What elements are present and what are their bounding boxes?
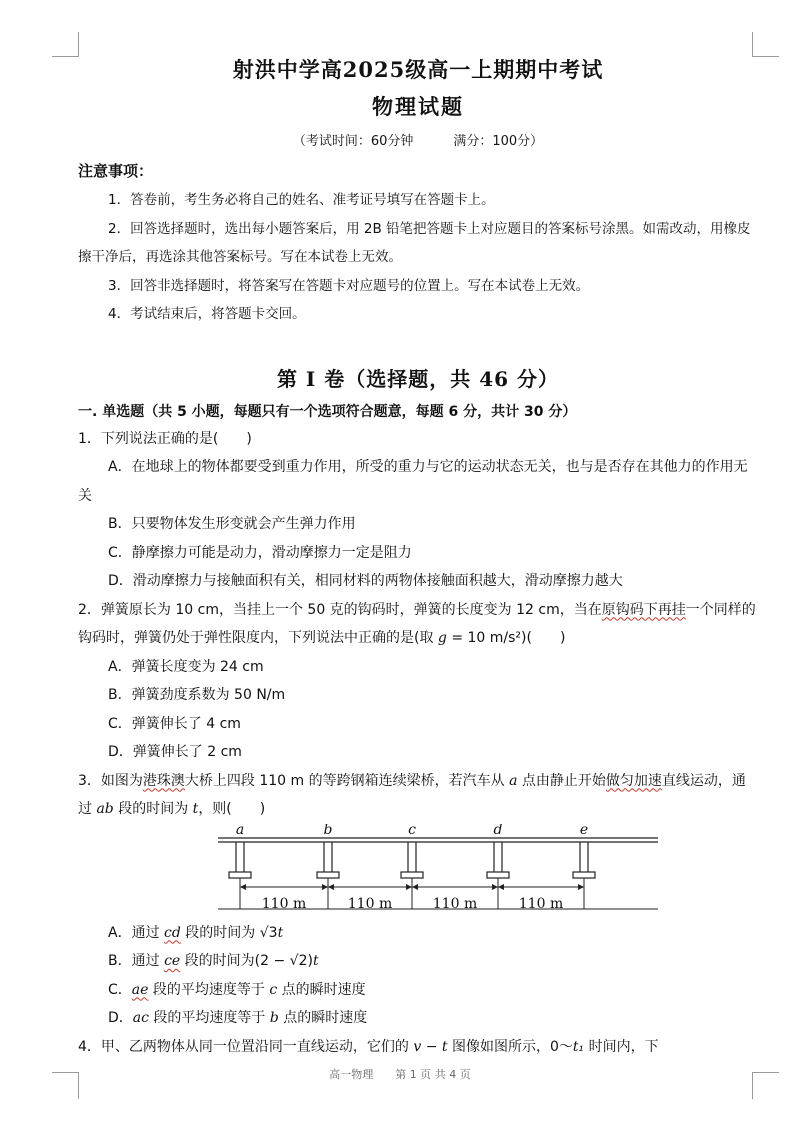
exam-page xyxy=(78,52,758,1061)
question-2-stem xyxy=(78,596,758,653)
q3d-symbol: b xyxy=(269,1010,279,1026)
exam-duration: （考试时间：60分钟 xyxy=(292,134,414,149)
page-footer: 高一物理 第 1 页 共 4 页 xyxy=(329,1068,471,1081)
q4-text: 时间内，下 xyxy=(584,1038,659,1055)
question-1-option-b: B．只要物体发生形变就会产生弹力作用 xyxy=(108,516,356,532)
exam-full-score: 满分：100分） xyxy=(453,134,544,149)
q4-text: 图像如图所示，0～ xyxy=(447,1038,573,1055)
point-label: e xyxy=(579,823,589,838)
note-item: 4．考试结束后，将答题卡交回。 xyxy=(108,306,306,322)
q3b-text: B．通过 xyxy=(108,953,165,969)
question-1-stem: 1．下列说法正确的是( ) xyxy=(78,430,252,447)
question-2-option-b: B．弹簧劲度系数为 50 N/m xyxy=(108,687,286,703)
q3-text: 段的时间为 xyxy=(113,801,193,817)
exam-title: 射洪中学高2025级高一上期期中考试 xyxy=(232,57,604,82)
note-item: 3．回答非选择题时，将答案写在答题卡对应题号的位置上。写在本试卷上无效。 xyxy=(108,277,590,294)
question-3-stem xyxy=(78,767,758,824)
point-label: b xyxy=(323,823,333,838)
q3-underlined-text: 港珠澳 xyxy=(142,772,185,789)
q3d-segment: ac xyxy=(132,1010,149,1026)
crop-mark-top-left xyxy=(52,32,79,57)
question-1-option-c: C．静摩擦力可能是动力，滑动摩擦力一定是阻力 xyxy=(108,544,412,561)
q3c-symbol: c xyxy=(269,981,278,998)
q3-text: ，则( ) xyxy=(198,801,266,817)
q3b-text: 段的时间为(2 − √2) xyxy=(180,953,313,969)
question-3-option-c xyxy=(78,976,758,1005)
q3-symbol: t xyxy=(192,801,199,817)
point-label: a xyxy=(235,823,245,838)
dimension-arrow xyxy=(328,884,334,890)
q4-symbol: t₁ xyxy=(572,1038,585,1055)
question-3-option-d xyxy=(78,1004,758,1033)
dimension-arrow xyxy=(412,884,418,890)
pier-footing xyxy=(229,872,251,878)
q3-text: 点由静止开始 xyxy=(517,772,606,789)
q3a-symbol: t xyxy=(277,924,284,941)
q3-underlined-text: 做匀加速 xyxy=(605,772,662,789)
q3d-text: D． xyxy=(108,1010,133,1026)
notes-heading: 注意事项： xyxy=(78,162,154,180)
q2-text: 2．弹簧原长为 10 cm，当挂上一个 50 克的钩码时，弹簧的长度变为 12 cm，当在 xyxy=(78,601,602,618)
dimension-arrow xyxy=(406,884,412,890)
exam-subject: 物理试题 xyxy=(372,94,464,119)
q3-symbol: ab xyxy=(96,801,114,817)
q3-text: 3．如图为 xyxy=(78,772,143,789)
question-3-option-b xyxy=(78,947,758,976)
q3c-text: 段的平均速度等于 xyxy=(148,981,270,998)
q3c-text: 点的瞬时速度 xyxy=(277,981,366,998)
question-3-option-a xyxy=(78,919,758,948)
dimension-arrow xyxy=(492,884,498,890)
point-label: d xyxy=(493,823,503,838)
point-label: c xyxy=(408,823,416,838)
question-1-option-a: A．在地球上的物体都要受到重力作用，所受的重力与它的运动状态无关，也与是否存在其他力的作用无关 xyxy=(78,459,748,504)
q2-symbol-g: g xyxy=(437,630,447,646)
pier-footing xyxy=(573,872,595,878)
bridge-diagram xyxy=(218,824,658,919)
question-4-stem xyxy=(78,1033,758,1062)
exam-time-info xyxy=(78,128,758,156)
q3b-symbol: t xyxy=(312,953,319,969)
span-length-label: 110 m xyxy=(518,895,564,912)
q2-text: = 10 m/s²)( ) xyxy=(446,630,566,646)
span-length-label: 110 m xyxy=(432,895,478,912)
dimension-arrow xyxy=(578,884,584,890)
pier-footing xyxy=(401,872,423,878)
q4-text: 4．甲、乙两物体从同一位置沿同一直线运动，它们的 xyxy=(78,1038,414,1055)
question-type-heading: 一. 单选题（共 5 小题，每题只有一个选项符合题意，每题 6 分，共计 30 分） xyxy=(78,403,577,420)
question-2-option-a: A．弹簧长度变为 24 cm xyxy=(108,658,264,675)
question-1-option-d: D．滑动摩擦力与接触面积有关，相同材料的两物体接触面积越大，滑动摩擦力越大 xyxy=(108,573,623,589)
q2-underlined-text: 原钩码下再挂 xyxy=(601,601,686,618)
dimension-arrow xyxy=(498,884,504,890)
q3-text: 大桥上四段 110 m 的等跨钢箱连续梁桥，若汽车从 xyxy=(184,772,510,789)
q4-symbol: v − t xyxy=(413,1038,448,1055)
dimension-arrow xyxy=(322,884,328,890)
q3c-text: C． xyxy=(108,981,132,998)
q3b-segment: ce xyxy=(164,953,181,969)
q3-symbol: a xyxy=(509,772,518,789)
q3c-segment: ae xyxy=(131,981,149,998)
note-item: 1．答卷前，考生务必将自己的姓名、准考证号填写在答题卡上。 xyxy=(108,192,495,208)
bridge-figure xyxy=(218,824,658,919)
question-2-option-d: D．弹簧伸长了 2 cm xyxy=(108,744,242,760)
q2-text: 一个同样的钩码时，弹簧仍处于弹性限度内，下列说法中正确的是(取 xyxy=(78,601,756,646)
pier-footing xyxy=(317,872,339,878)
pier-footing xyxy=(487,872,509,878)
note-item: 2．回答选择题时，选出每小题答案后，用 2B 铅笔把答题卡上对应题目的答案标号涂黑。如需改动，用橡皮擦干净后，再选涂其他答案标号。写在本试卷上无效。 xyxy=(78,220,751,265)
dimension-arrow xyxy=(240,884,246,890)
question-2-option-c: C．弹簧伸长了 4 cm xyxy=(108,715,241,732)
section-title: 第 I 卷（选择题，共 46 分） xyxy=(276,366,560,391)
span-length-label: 110 m xyxy=(261,895,307,912)
q3a-segment: cd xyxy=(164,924,181,941)
q3a-text: A．通过 xyxy=(108,924,165,941)
span-length-label: 110 m xyxy=(347,895,393,912)
q3d-text: 段的平均速度等于 xyxy=(148,1010,270,1026)
q3a-text: 段的时间为 √3 xyxy=(180,924,278,941)
q3d-text: 点的瞬时速度 xyxy=(278,1010,368,1026)
q3-text: 直线运动，通过 xyxy=(78,772,746,817)
